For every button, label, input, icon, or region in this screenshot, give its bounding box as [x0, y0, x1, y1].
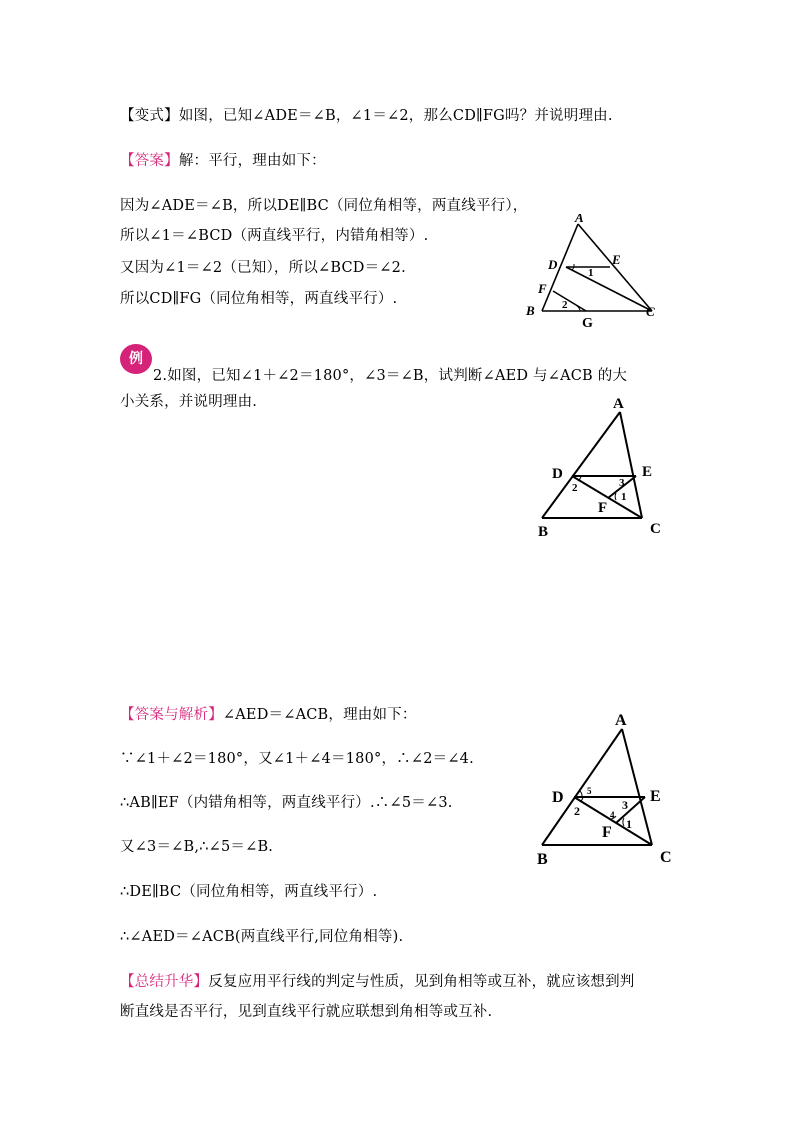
figure-2-triangle [530, 390, 680, 545]
fig2-angle-3: 3 [619, 477, 625, 489]
fig3-label-E: E [650, 788, 661, 805]
fig2-label-C: C [650, 521, 661, 537]
variant-question [120, 104, 613, 125]
fig3-angle-3: 3 [622, 798, 628, 812]
answer1-tag: 【答案】 [120, 153, 179, 169]
figure-1-triangle [520, 214, 670, 334]
answer1-step: 因为∠ADE＝∠B，所以DE∥BC（同位角相等，两直线平行）， [120, 198, 528, 214]
fig3-label-F: F [602, 824, 612, 841]
fig2-label-B: B [538, 524, 549, 540]
fig2-label-F: F [598, 500, 608, 516]
fig3-angle-2: 2 [574, 804, 580, 818]
variant-tag: 【变式】 [120, 108, 179, 124]
fig1-angle-2: 2 [562, 299, 568, 311]
variant-question-text: 如图，已知∠ADE＝∠B，∠1＝∠2，那么CD∥FG吗？并说明理由. [178, 108, 613, 124]
fig3-label-B: B [537, 851, 548, 868]
fig1-label-F: F [538, 281, 547, 296]
fig3-label-A: A [615, 712, 627, 729]
answer2-step: ∵∠1＋∠2＝180°，又∠1＋∠4＝180°，∴∠2＝∠4. [120, 751, 474, 767]
fig2-label-A: A [613, 396, 624, 412]
example2-line2: 小关系，并说明理由. [120, 394, 258, 410]
fig1-label-B: B [526, 303, 535, 318]
answer2-step: ∴∠AED＝∠ACB(两直线平行,同位角相等). [120, 929, 404, 945]
answer2-step: ∴AB∥EF（内错角相等，两直线平行）.∴∠5＝∠3. [120, 795, 453, 811]
summary-line2: 断直线是否平行，见到直线平行就应联想到角相等或互补. [120, 1004, 493, 1020]
answer1-intro [120, 149, 326, 170]
answer2-intro-text: ∠AED＝∠ACB，理由如下： [222, 707, 417, 723]
answer1-intro-text: 解：平行，理由如下： [178, 153, 326, 169]
fig3-label-D: D [552, 789, 564, 806]
answer2-step: 又∠3＝∠B,∴∠5＝∠B. [120, 839, 274, 855]
answer1-step: 所以CD∥FG（同位角相等，两直线平行）. [120, 291, 398, 307]
fig1-segment-FG [553, 291, 586, 311]
fig1-label-A: A [575, 214, 584, 225]
fig1-label-E: E [612, 252, 621, 267]
figure-3-triangle [530, 705, 680, 870]
fig1-label-C: C [646, 304, 655, 319]
answer1-step: 又因为∠1＝∠2（已知），所以∠BCD＝∠2. [120, 260, 406, 276]
fig3-angle-4: 4 [610, 810, 615, 820]
fig3-angle-1: 1 [626, 817, 632, 831]
fig2-label-E: E [642, 464, 653, 480]
fig1-segment-DC [566, 267, 652, 311]
fig3-segment-DC [574, 797, 652, 845]
summary-line1-text: 反复应用平行线的判定与性质，见到角相等或互补，就应该想到判 [208, 974, 635, 990]
example2-line1: 2.如图，已知∠1＋∠2＝180°，∠3＝∠B，试判断∠AED 与∠ACB 的大 [153, 368, 628, 384]
fig1-label-D: D [548, 257, 558, 272]
answer1-step: 所以∠1＝∠BCD（两直线平行，内错角相等）. [120, 228, 429, 244]
fig1-angle-1: 1 [588, 267, 594, 279]
fig2-angle-1: 1 [621, 491, 627, 503]
answer2-tag: 【答案与解析】 [120, 707, 223, 723]
summary-tag: 【总结升华】 [120, 974, 209, 990]
fig3-label-C: C [660, 849, 672, 866]
fig1-label-G: G [582, 316, 593, 331]
fig2-side-AB [542, 412, 620, 518]
fig3-angle-5: 5 [587, 786, 592, 796]
answer2-intro [120, 703, 417, 724]
example-badge: 例 [120, 344, 152, 374]
fig2-angle-2: 2 [572, 482, 578, 494]
fig2-label-D: D [552, 466, 563, 482]
answer2-step: ∴DE∥BC（同位角相等，两直线平行）. [120, 884, 378, 900]
summary-line1 [120, 970, 635, 991]
